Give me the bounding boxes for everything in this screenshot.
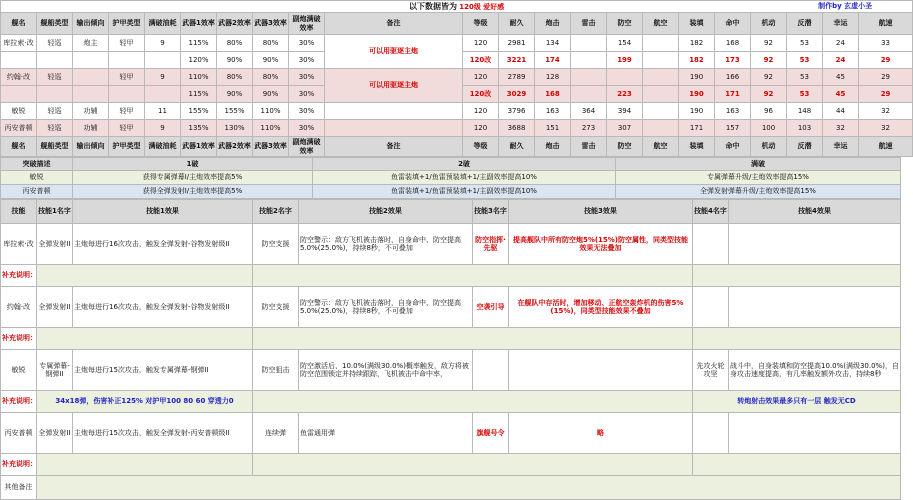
- skill3-name-header: 技能3名字: [473, 200, 509, 224]
- skill4-name-header: 技能4名字: [693, 200, 729, 224]
- ship-name: 库拉索·改: [1, 35, 37, 52]
- skill1-name: 专属弹幕-钢弹II: [37, 350, 73, 391]
- ship-stat-row: [1, 35, 913, 52]
- supplement-label: 补充说明：: [1, 265, 37, 287]
- supplement-text: [37, 265, 253, 287]
- skill4-name: [693, 224, 729, 265]
- stat-spd: 33: [859, 35, 913, 52]
- stat-header-hp: 耐久: [499, 13, 535, 35]
- stat-rld: 190: [679, 69, 715, 86]
- skill1-name: 全弹发射II: [37, 287, 73, 328]
- stat-header-output-role: 输出倾向: [73, 13, 109, 35]
- empty-cell: [1, 52, 37, 69]
- stat-lvl: 120改: [463, 52, 499, 69]
- title-prefix: 以下数据皆为: [409, 1, 458, 11]
- stat-header-firepower: 炮击: [535, 137, 571, 157]
- empty-cell: [145, 52, 181, 69]
- weapon-eff-sub: 30%: [289, 35, 325, 52]
- break-max-text: 专属弹幕升级/主炮效率提高15%: [616, 171, 901, 185]
- stat-trp: [571, 69, 607, 86]
- ship-note: [325, 120, 463, 137]
- break-row: [1, 171, 901, 185]
- skill3-name: 防空指挥·先驱: [473, 224, 509, 265]
- weapon-eff-w2: 90%: [217, 86, 253, 103]
- skill2-name: 连续弹: [253, 413, 299, 454]
- skill1-effect: 主炮每进行16次攻击，触发全弹发射-谷物发射级II: [73, 287, 253, 328]
- ship-name: 敏锐: [1, 103, 37, 120]
- skill2-effect-header: 技能2效果: [299, 200, 473, 224]
- stat-lvl: 120: [463, 69, 499, 86]
- weapon-eff-w2: 130%: [217, 120, 253, 137]
- stat-lvl: 120: [463, 103, 499, 120]
- ship-role: 功辅: [73, 120, 109, 137]
- break-header-1: 1破: [73, 158, 313, 171]
- supplement-label: 补充说明：: [1, 454, 37, 476]
- stat-spd: 29: [859, 52, 913, 69]
- ship-oil: 11: [145, 103, 181, 120]
- skill-row: [1, 350, 901, 391]
- stat-lvl: 120: [463, 120, 499, 137]
- supplement-skill4-text: 转炮射击效果最多只有一层 触发无CD: [693, 391, 901, 413]
- ship-note: 可以用驱逐主炮: [325, 69, 463, 103]
- skill3-effect: 在舰队中存活时，增加移动、正航空轰炸机的伤害5%(15%)，同类型技能效果不叠加: [509, 287, 693, 328]
- empty-cell: [109, 86, 145, 103]
- ship-type: 轻巡: [37, 69, 73, 86]
- supplement-empty: [253, 391, 693, 413]
- stat-header-luck: 幸运: [823, 13, 859, 35]
- weapon-eff-sub: 30%: [289, 52, 325, 69]
- break-ship-name: 敏锐: [1, 171, 73, 185]
- stat-rld: 171: [679, 120, 715, 137]
- stat-avi: [643, 103, 679, 120]
- stat-header-output-role: 输出倾向: [73, 137, 109, 157]
- skill-row: [1, 224, 901, 265]
- skill2-effect: 鱼雷通用弹: [299, 413, 473, 454]
- ship-type: 轻巡: [37, 35, 73, 52]
- stat-hp: 3688: [499, 120, 535, 137]
- stat-header-evasion: 机动: [751, 137, 787, 157]
- supplement-label: 补充说明：: [1, 391, 37, 413]
- weapon-eff-sub: 30%: [289, 69, 325, 86]
- title-level: 120级: [459, 2, 481, 11]
- ship-type: 轻巡: [37, 120, 73, 137]
- stat-trp: [571, 86, 607, 103]
- stat-header-oil-cost: 满破油耗: [145, 137, 181, 157]
- footer-label: 其他备注: [1, 476, 37, 500]
- stat-hit: 171: [715, 86, 751, 103]
- skill1-effect: 主炮每进行15次攻击，触发专属弹幕-钢弹II: [73, 350, 253, 391]
- skill1-name: 全弹发射II: [37, 224, 73, 265]
- stat-header-oil-cost: 满破油耗: [145, 13, 181, 35]
- stat-eva: 92: [751, 35, 787, 52]
- stat-asw: 53: [787, 52, 823, 69]
- ship-role: 炮主: [73, 35, 109, 52]
- weapon-eff-w3: 80%: [253, 69, 289, 86]
- stat-asw: 53: [787, 86, 823, 103]
- ship-role: [73, 69, 109, 86]
- stat-luk: 24: [823, 35, 859, 52]
- stat-rld: 190: [679, 103, 715, 120]
- stat-header-note: 备注: [325, 137, 463, 157]
- stat-header-note: 备注: [325, 13, 463, 35]
- stat-aa: 394: [607, 103, 643, 120]
- stat-header-armor-type: 护甲类型: [109, 137, 145, 157]
- stat-aa: 154: [607, 35, 643, 52]
- skill4-effect: [729, 287, 901, 328]
- skill4-effect: [729, 224, 901, 265]
- stat-header-torpedo: 雷击: [571, 13, 607, 35]
- skill4-name: [693, 287, 729, 328]
- stat-header-anti-air: 防空: [607, 137, 643, 157]
- weapon-eff-w1: 155%: [181, 103, 217, 120]
- ship-armor: 轻甲: [109, 69, 145, 86]
- skill-row: [1, 287, 901, 328]
- sheet-title: [1, 1, 913, 13]
- break-1-text: 获得专属弹幕I/主炮效率提高5%: [73, 171, 313, 185]
- ship-note: 可以用驱逐主炮: [325, 35, 463, 69]
- weapon-eff-sub: 30%: [289, 120, 325, 137]
- stat-fp: 163: [535, 103, 571, 120]
- stat-trp: [571, 35, 607, 52]
- skill1-effect-header: 技能1效果: [73, 200, 253, 224]
- break-2-text: 鱼雷装填+1/鱼雷预装填+1/主副效率提高10%: [313, 185, 616, 199]
- author-credit: 制作by 玄虚小圣: [818, 2, 873, 10]
- stat-rld: 182: [679, 52, 715, 69]
- weapon-eff-w3: 80%: [253, 35, 289, 52]
- ship-role: 功辅: [73, 103, 109, 120]
- stat-luk: 45: [823, 86, 859, 103]
- supplement-skill4-text: [693, 454, 901, 476]
- stat-hit: 157: [715, 120, 751, 137]
- skill1-name-header: 技能1名字: [37, 200, 73, 224]
- skill-header-label: 技能: [1, 200, 37, 224]
- empty-cell: [37, 52, 73, 69]
- break-header-label: 突破描述: [1, 158, 73, 171]
- weapon-eff-w3: 90%: [253, 52, 289, 69]
- stat-spd: 29: [859, 86, 913, 103]
- stat-hp: 2981: [499, 35, 535, 52]
- weapon-eff-w1: 135%: [181, 120, 217, 137]
- stat-spd: 29: [859, 69, 913, 86]
- weapon-eff-w2: 80%: [217, 69, 253, 86]
- skill4-name: [693, 413, 729, 454]
- weapon-eff-w2: 155%: [217, 103, 253, 120]
- skill1-effect: 主炮每进行16次攻击，触发全弹发射-谷物发射级II: [73, 224, 253, 265]
- footer-notes: [37, 476, 901, 500]
- stat-fp: 128: [535, 69, 571, 86]
- stat-header-asw: 反潜: [787, 137, 823, 157]
- skill3-effect: 略: [509, 413, 693, 454]
- supplement-skill4-text: [693, 265, 901, 287]
- ship-stat-row: [1, 103, 913, 120]
- stat-header-asw: 反潜: [787, 13, 823, 35]
- skill-ship-name: 库拉索·改: [1, 224, 37, 265]
- weapon-eff-sub: 30%: [289, 86, 325, 103]
- stat-header-weapon3-eff: 武器3效率: [253, 137, 289, 157]
- skill3-effect: 提高舰队中所有防空炮5%(15%)防空属性，同类型技能效果无法叠加: [509, 224, 693, 265]
- stat-header-ship-name: 舰名: [1, 13, 37, 35]
- empty-cell: [109, 52, 145, 69]
- stat-header-evasion: 机动: [751, 13, 787, 35]
- weapon-eff-w1: 115%: [181, 86, 217, 103]
- stat-header-reload: 装填: [679, 137, 715, 157]
- skill-ship-name: 约翰·改: [1, 287, 37, 328]
- break-header-2: 2破: [313, 158, 616, 171]
- weapon-eff-w1: 120%: [181, 52, 217, 69]
- ship-oil: 9: [145, 35, 181, 52]
- stat-eva: 100: [751, 120, 787, 137]
- stat-trp: [571, 52, 607, 69]
- stat-header-luck: 幸运: [823, 137, 859, 157]
- supplement-row: [1, 391, 901, 413]
- stat-fp: 174: [535, 52, 571, 69]
- weapon-eff-w3: 110%: [253, 120, 289, 137]
- skill-ship-name: 敏锐: [1, 350, 37, 391]
- stat-avi: [643, 69, 679, 86]
- skill2-name: 防空支援: [253, 287, 299, 328]
- ship-armor: 轻甲: [109, 120, 145, 137]
- stat-trp: 273: [571, 120, 607, 137]
- stat-header-weapon1-eff: 武器1效率: [181, 137, 217, 157]
- weapon-eff-w2: 80%: [217, 35, 253, 52]
- break-table: [0, 157, 901, 199]
- supplement-text: [37, 454, 253, 476]
- stat-header-level: 等级: [463, 137, 499, 157]
- break-1-text: 获得全弹发射I/主炮效率提高5%: [73, 185, 313, 199]
- stat-rld: 182: [679, 35, 715, 52]
- stat-avi: [643, 35, 679, 52]
- skill3-name: 空袭引导: [473, 287, 509, 328]
- weapon-eff-w2: 90%: [217, 52, 253, 69]
- break-ship-name: 丙安普顿: [1, 185, 73, 199]
- stat-hit: 168: [715, 35, 751, 52]
- stat-header-armor-type: 护甲类型: [109, 13, 145, 35]
- stat-asw: 103: [787, 120, 823, 137]
- weapon-eff-w1: 110%: [181, 69, 217, 86]
- stat-avi: [643, 86, 679, 103]
- supplement-text: 34x18弹，伤害补正125% 对护甲100 80 60 穿透力0: [37, 391, 253, 413]
- stat-aa: [607, 69, 643, 86]
- stat-hp: 3796: [499, 103, 535, 120]
- ship-stat-row: [1, 69, 913, 86]
- stat-aa: 199: [607, 52, 643, 69]
- stat-hit: 173: [715, 52, 751, 69]
- supplement-skill4-text: [693, 328, 901, 350]
- empty-cell: [37, 86, 73, 103]
- empty-cell: [73, 52, 109, 69]
- ship-note: [325, 103, 463, 120]
- stat-avi: [643, 120, 679, 137]
- stat-header-weapon2-eff: 武器2效率: [217, 137, 253, 157]
- ship-stat-row: [1, 120, 913, 137]
- stat-hit: 163: [715, 103, 751, 120]
- skill4-effect: [729, 413, 901, 454]
- stat-eva: 96: [751, 103, 787, 120]
- break-2-text: 鱼雷装填+1/鱼雷预装填+1/主副效率提高10%: [313, 171, 616, 185]
- weapon-eff-sub: 30%: [289, 103, 325, 120]
- skill3-effect: [509, 350, 693, 391]
- supplement-row: [1, 328, 901, 350]
- stat-hp: 3221: [499, 52, 535, 69]
- stat-header-speed: 航速: [859, 13, 913, 35]
- stat-header-reload: 装填: [679, 13, 715, 35]
- supplement-row: [1, 265, 901, 287]
- skill2-name: 防空狙击: [253, 350, 299, 391]
- stat-fp: 151: [535, 120, 571, 137]
- stat-fp: 168: [535, 86, 571, 103]
- stat-header-sub-eff: 副炮满破效率: [289, 13, 325, 35]
- weapon-eff-w1: 115%: [181, 35, 217, 52]
- stat-eva: 92: [751, 52, 787, 69]
- stat-avi: [643, 52, 679, 69]
- ship-oil: 9: [145, 69, 181, 86]
- skill3-name: [473, 350, 509, 391]
- stat-eva: 92: [751, 69, 787, 86]
- skill4-effect-header: 技能4效果: [729, 200, 901, 224]
- stat-header-anti-air: 防空: [607, 13, 643, 35]
- stat-fp: 134: [535, 35, 571, 52]
- stat-aa: 223: [607, 86, 643, 103]
- stat-asw: 148: [787, 103, 823, 120]
- stat-luk: 32: [823, 120, 859, 137]
- break-max-text: 全弹发射弹幕升级/主炮效率提高15%: [616, 185, 901, 199]
- stat-header-weapon3-eff: 武器3效率: [253, 13, 289, 35]
- stat-header-weapon2-eff: 武器2效率: [217, 13, 253, 35]
- stat-header-aviation: 航空: [643, 13, 679, 35]
- stat-luk: 45: [823, 69, 859, 86]
- stat-luk: 44: [823, 103, 859, 120]
- skill2-name: 防空支援: [253, 224, 299, 265]
- skill2-effect: 防空警示：敌方飞机被击落时，自身命中、防空提高5.0%(25.0%)，持续8秒，不可叠加: [299, 224, 473, 265]
- ship-name: 约翰·改: [1, 69, 37, 86]
- skill2-effect: 防空激活后，10.0%(满级30.0%)概率触发，敌方将被防空范围锁定并持续跟踪，飞机被击中命中率，: [299, 350, 473, 391]
- stat-header-torpedo: 雷击: [571, 137, 607, 157]
- skill2-name-header: 技能2名字: [253, 200, 299, 224]
- stat-header-speed: 航速: [859, 137, 913, 157]
- stat-header-sub-eff: 副炮满破效率: [289, 137, 325, 157]
- stat-asw: 53: [787, 69, 823, 86]
- break-row: [1, 185, 901, 199]
- stat-header-hp: 耐久: [499, 137, 535, 157]
- skill4-name: 先攻火轮攻坚: [693, 350, 729, 391]
- stats-table: [0, 0, 913, 157]
- break-header-max: 满破: [616, 158, 901, 171]
- stat-lvl: 120改: [463, 86, 499, 103]
- stat-trp: 364: [571, 103, 607, 120]
- stat-eva: 92: [751, 86, 787, 103]
- stat-lvl: 120: [463, 35, 499, 52]
- stat-header-ship-type: 舰船类型: [37, 13, 73, 35]
- weapon-eff-w3: 90%: [253, 86, 289, 103]
- stat-spd: 32: [859, 120, 913, 137]
- skill-ship-name: 丙安普顿: [1, 413, 37, 454]
- skill1-effect: 主炮每进行15次攻击，触发全弹发射-丙安普顿级II: [73, 413, 253, 454]
- ship-armor: 轻甲: [109, 103, 145, 120]
- ship-name: 丙安普顿: [1, 120, 37, 137]
- stat-hp: 2789: [499, 69, 535, 86]
- ship-armor: 轻甲: [109, 35, 145, 52]
- skill3-effect-header: 技能3效果: [509, 200, 693, 224]
- empty-cell: [1, 86, 37, 103]
- skill3-name: 旗舰号令: [473, 413, 509, 454]
- supplement-empty: [253, 265, 693, 287]
- stat-header-weapon1-eff: 武器1效率: [181, 13, 217, 35]
- stat-hp: 3029: [499, 86, 535, 103]
- skill2-effect: 防空警示：敌方飞机被击落时，自身命中、防空提高5.0%(25.0%)，持续8秒，不可叠加: [299, 287, 473, 328]
- supplement-empty: [253, 328, 693, 350]
- stat-header-firepower: 炮击: [535, 13, 571, 35]
- stat-hit: 166: [715, 69, 751, 86]
- stat-header-accuracy: 命中: [715, 13, 751, 35]
- stat-header-ship-name: 舰名: [1, 137, 37, 157]
- stat-rld: 190: [679, 86, 715, 103]
- stat-header-accuracy: 命中: [715, 137, 751, 157]
- stat-asw: 53: [787, 35, 823, 52]
- supplement-empty: [253, 454, 693, 476]
- supplement-text: [37, 328, 253, 350]
- weapon-eff-w3: 110%: [253, 103, 289, 120]
- stat-spd: 32: [859, 103, 913, 120]
- ship-type: 轻巡: [37, 103, 73, 120]
- supplement-row: [1, 454, 901, 476]
- skill4-effect: 战斗中，自身装填和防空提高10.0%(满级30.0%)，自身攻击速度提高，有几率触发额外攻击，持续8秒: [729, 350, 901, 391]
- empty-cell: [145, 86, 181, 103]
- stat-header-level: 等级: [463, 13, 499, 35]
- skill-row: [1, 413, 901, 454]
- stat-luk: 24: [823, 52, 859, 69]
- empty-cell: [73, 86, 109, 103]
- ship-oil: 9: [145, 120, 181, 137]
- stat-aa: 307: [607, 120, 643, 137]
- title-affinity: 爱好感: [483, 2, 505, 11]
- stat-header-ship-type: 舰船类型: [37, 137, 73, 157]
- skill1-name: 全弹发射II: [37, 413, 73, 454]
- supplement-label: 补充说明：: [1, 328, 37, 350]
- stat-header-aviation: 航空: [643, 137, 679, 157]
- skills-table: [0, 199, 901, 500]
